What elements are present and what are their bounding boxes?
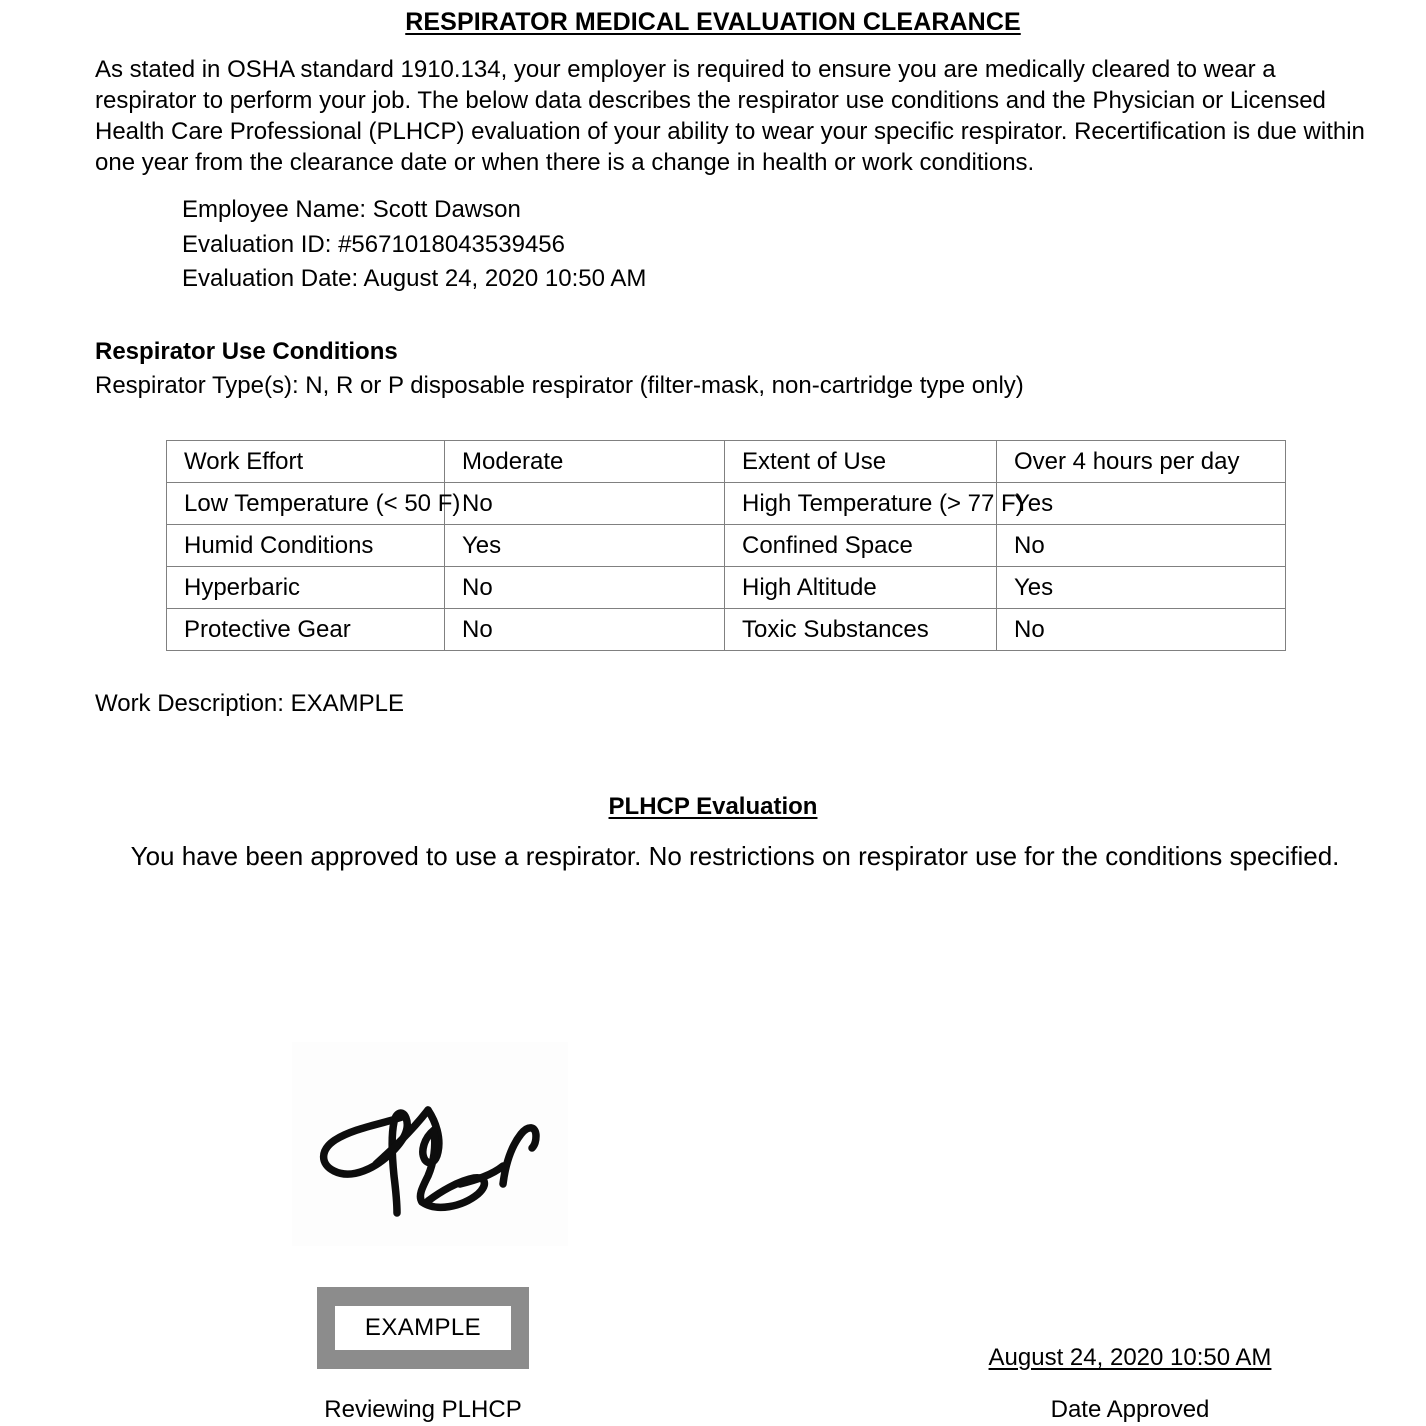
respirator-conditions-table-wrap xyxy=(166,440,1285,651)
left-value-text: No xyxy=(462,489,493,517)
respirator-use-conditions-heading: Respirator Use Conditions xyxy=(95,338,398,365)
cell-right-label xyxy=(725,483,1024,525)
date-approved-value-text: August 24, 2020 10:50 AM xyxy=(988,1344,1272,1371)
cell-left-label xyxy=(167,483,461,525)
intro-paragraph: As stated in OSHA standard 1910.134, your employer is required to ensure you are medically cleared to wear a respirator to perform your job. The below data describes the respirator use conditions and the Physician or Licensed Health Care Professional (PLHCP) evaluation of your ability to wear your specific respirator. Recertification is due within one year from the clearance date or when there is a change in health or work conditions. xyxy=(95,56,1365,176)
plhcp-evaluation-result: You have been approved to use a respirator. No restrictions on respirator use for the conditions specified. xyxy=(130,841,1340,871)
right-label-text: High Temperature (> 77 F) xyxy=(742,489,1024,517)
right-label-text: Confined Space xyxy=(742,531,913,559)
table-row xyxy=(167,567,1286,609)
cell-left-value xyxy=(445,567,725,609)
cell-right-label xyxy=(725,441,997,483)
left-label-text: Protective Gear xyxy=(184,615,351,643)
cell-left-value xyxy=(445,525,725,567)
work-description-line: Work Description: EXAMPLE xyxy=(95,690,404,717)
table-row xyxy=(167,525,1286,567)
cell-right-label xyxy=(725,525,997,567)
right-label-text: Extent of Use xyxy=(742,447,887,475)
cell-right-value xyxy=(997,483,1286,525)
cell-right-value xyxy=(997,441,1286,483)
page-title xyxy=(0,8,1426,37)
left-value-text: Yes xyxy=(462,531,502,559)
page-title-text: RESPIRATOR MEDICAL EVALUATION CLEARANCE xyxy=(405,8,1021,36)
right-value-text: Yes xyxy=(1014,489,1054,517)
respirator-types-line: Respirator Type(s): N, R or P disposable respirator (filter-mask, non-cartridge type only) xyxy=(95,372,1024,399)
left-label-text: Hyperbaric xyxy=(184,573,301,601)
table-body xyxy=(167,441,1286,651)
plhcp-evaluation-heading-text: PLHCP Evaluation xyxy=(608,793,818,820)
table-row xyxy=(167,483,1286,525)
cell-left-label xyxy=(167,525,445,567)
right-value-text: Yes xyxy=(1014,573,1054,601)
cell-left-value xyxy=(445,483,725,525)
cell-left-value xyxy=(445,441,725,483)
signature-image-area xyxy=(292,1042,568,1246)
right-value-text: No xyxy=(1014,615,1045,643)
right-label-text: High Altitude xyxy=(742,573,877,601)
date-approved-caption: Date Approved xyxy=(1050,1396,1210,1423)
date-approved-value xyxy=(880,1344,1380,1372)
evaluation-date-line: Evaluation Date: August 24, 2020 10:50 AM xyxy=(182,265,647,292)
right-value-text: Over 4 hours per day xyxy=(1014,447,1240,475)
cell-right-label xyxy=(725,567,997,609)
reviewing-plhcp-caption: Reviewing PLHCP xyxy=(324,1396,522,1423)
example-stamp-box xyxy=(317,1287,529,1369)
employee-name-line: Employee Name: Scott Dawson xyxy=(182,196,521,223)
cell-left-value xyxy=(445,609,725,651)
cell-right-value xyxy=(997,609,1286,651)
left-value-text: No xyxy=(462,573,493,601)
respirator-conditions-table xyxy=(166,440,1286,651)
cell-right-value xyxy=(997,525,1286,567)
table-row xyxy=(167,441,1286,483)
right-value-text: No xyxy=(1014,531,1045,559)
right-label-text: Toxic Substances xyxy=(742,615,929,643)
evaluation-id-line: Evaluation ID: #5671018043539456 xyxy=(182,230,565,258)
handwritten-signature-icon xyxy=(310,1072,550,1222)
left-label-text: Work Effort xyxy=(184,447,304,475)
plhcp-evaluation-heading xyxy=(0,793,1426,821)
table-row xyxy=(167,609,1286,651)
cell-right-value xyxy=(997,567,1286,609)
left-label-text: Humid Conditions xyxy=(184,531,374,559)
left-label-text: Low Temperature (< 50 F) xyxy=(184,489,461,517)
cell-left-label xyxy=(167,567,445,609)
left-value-text: No xyxy=(462,615,493,643)
left-value-text: Moderate xyxy=(462,447,564,475)
cell-left-label xyxy=(167,609,445,651)
employee-info-block xyxy=(182,193,646,297)
cell-left-label xyxy=(167,441,445,483)
example-stamp-label: EXAMPLE xyxy=(335,1306,511,1350)
cell-right-label xyxy=(725,609,997,651)
